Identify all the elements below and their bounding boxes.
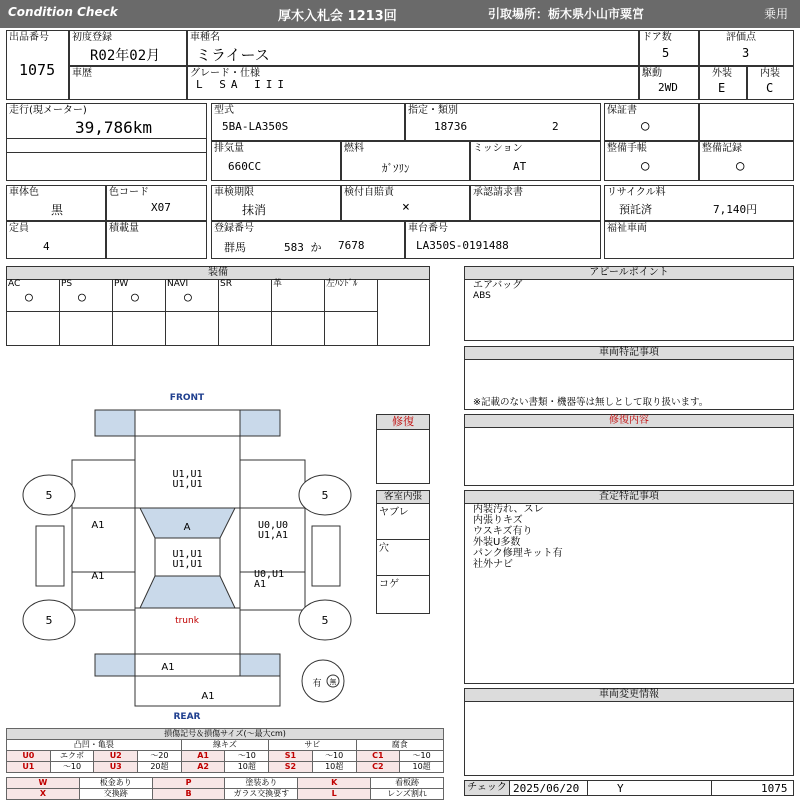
appeal-line-1: エアバッグ — [473, 280, 523, 291]
warranty-cell: 保証書 ○ — [604, 103, 699, 141]
insurance-cell: 検付自賠責 × — [341, 185, 470, 221]
windshield-damage: A — [183, 522, 191, 533]
rear-lower-damage: A1 — [201, 691, 215, 702]
legend-cell: B — [152, 789, 225, 800]
legend-cell: 交換跡 — [79, 789, 152, 800]
model-cell: 型式 5BA-LA350S — [211, 103, 405, 141]
check-number: 1075 — [761, 782, 788, 795]
repair-content-panel: 修復内容 — [464, 414, 794, 486]
equipment-item — [113, 279, 166, 312]
special-note: ※記載のない書類・機器等は無しとして取り扱います。 — [473, 397, 709, 408]
right-rear-door-damage: U0,U1 A1 — [254, 569, 285, 590]
equipment-check: ○ — [184, 290, 192, 305]
legend-cell: U0 — [7, 751, 51, 762]
lot-cell: 出品番号 1075 — [6, 30, 69, 100]
trunk-label: trunk — [175, 616, 199, 626]
name-cell: 車種名 ミライース — [187, 30, 639, 66]
inspection-cell: 車検期限 抹消 — [211, 185, 341, 221]
grade-cell: グレード・仕様 L SA III — [187, 66, 639, 100]
displacement-cell: 排気量 660CC — [211, 141, 341, 181]
fuel-cell: 燃料 ｶﾞｿﾘﾝ — [341, 141, 470, 181]
equipment-item — [272, 279, 325, 312]
legend-cell: S1 — [269, 751, 313, 762]
lot-number: 1075 — [19, 61, 56, 79]
colorcode-cell: 色コード X07 — [106, 185, 207, 221]
mission-cell: ミッション AT — [470, 141, 601, 181]
equipment-check: ○ — [25, 290, 33, 305]
car-name: ミライース — [196, 46, 270, 64]
inspection-note-line: ウスキズ有り — [473, 526, 533, 537]
legend-cell: ガラス交換要す — [225, 789, 298, 800]
equipment-label: 革 — [273, 279, 283, 289]
legend-cell: P — [152, 778, 225, 789]
legend-cell: X — [7, 789, 80, 800]
legend-cell: 〜10 — [225, 751, 269, 762]
logo: Condition Check — [8, 5, 118, 19]
grade: L SA III — [196, 78, 289, 91]
first-reg-cell: 初度登録 R02年02月 — [69, 30, 187, 66]
welfare-cell: 福祉車両 — [604, 221, 794, 259]
rear-bumper-damage: A1 — [161, 662, 175, 673]
legend-cell: K — [298, 778, 371, 789]
inspection-note-line: 外装U多数 — [473, 537, 521, 548]
front-label: FRONT — [169, 393, 205, 403]
left-front-door-damage: A1 — [91, 520, 105, 531]
legend-cell: 線キズ — [181, 740, 268, 751]
claim-cell: 承認請求書 — [470, 185, 601, 221]
inspection-note-line: 社外ナビ — [473, 559, 513, 570]
hood-damage: U1,U1 U1,U1 — [172, 469, 203, 490]
mileage-extra-cell — [6, 153, 207, 181]
legend-panel: 損傷記号＆損傷サイズ(〜最大cm) 凸凹・亀裂 線キズ サビ 腐食 U0 エクボ U2 〜20 A1 〜10 S1 〜10 C1 〜10 U1 〜10 U3 20超 A2 10超 S2 10超 C2 10超 W 板金あり P 塗装あり K 看板跡 X 交換跡 B ガラス交換要す L レンズ割れ — [6, 728, 444, 800]
legend-cell: U1 — [7, 762, 51, 773]
spare-mark: 無 — [329, 678, 337, 686]
auction-title: 厚木入札会 1213回 — [278, 9, 397, 24]
first-reg: R02年02月 — [90, 48, 161, 64]
color-cell: 車体色 黒 — [6, 185, 106, 221]
load-cell: 積載量 — [106, 221, 207, 259]
check-mark: Y — [617, 782, 624, 795]
equipment-item — [325, 279, 378, 312]
rear-label: REAR — [173, 712, 201, 722]
plate-cell: 登録番号 群馬 583 か 7678 — [211, 221, 405, 259]
equipment-item — [7, 279, 60, 312]
tire-rear-left: 5 — [45, 614, 53, 627]
cabin-box: 客室内張 ヤブレ 穴 コゲ — [376, 490, 430, 614]
equipment-label: SR — [220, 279, 232, 289]
check-bar: チェック 2025/06/20 Y 1075 — [464, 780, 794, 796]
legend-cell: U3 — [94, 762, 138, 773]
spare-label: 有 — [312, 679, 322, 689]
legend-cell: レンズ割れ — [371, 789, 444, 800]
appeal-panel: アピールポイント エアバッグ ABS — [464, 266, 794, 341]
legend-cell: L — [298, 789, 371, 800]
special-panel: 車両特記事項 ※記載のない書類・機器等は無しとして取り扱います。 — [464, 346, 794, 410]
interior-cell: 内装 C — [747, 66, 794, 100]
score-cell: 評価点 3 — [699, 30, 794, 66]
doors-cell: ドア数 5 — [639, 30, 699, 66]
right-front-door-damage: U0,U0 U1,A1 — [257, 520, 289, 541]
warranty-extra-cell — [699, 103, 794, 141]
equipment-label: PS — [61, 279, 73, 289]
legend-cell: 板金あり — [79, 778, 152, 789]
legend-cell: S2 — [269, 762, 313, 773]
mileage: 39,786km — [75, 118, 153, 137]
record-cell: 整備記録 ○ — [699, 141, 794, 181]
legend-cell: W — [7, 778, 80, 789]
legend-cell: 10超 — [400, 762, 444, 773]
left-rear-door-damage: A1 — [91, 571, 105, 582]
legend-cell: A1 — [181, 751, 225, 762]
drive-cell: 駆動 2WD — [639, 66, 699, 100]
appeal-line-2: ABS — [473, 291, 491, 301]
equipment-item — [219, 279, 272, 312]
legend-cell: サビ — [269, 740, 356, 751]
equipment-check: ○ — [131, 290, 139, 305]
mileage-cell: 走行(現メーター) 39,786km — [6, 103, 207, 153]
inspection-notes-panel: 査定特記事項 内装汚れ、スレ 内張りキズ ウスキズ有り 外装U多数 パンク修理キット有 社外ナビ — [464, 490, 794, 684]
legend-cell: エクボ — [50, 751, 94, 762]
chassis-cell: 車台番号 LA350S-0191488 — [405, 221, 601, 259]
history-cell: 車歴 — [69, 66, 187, 100]
header-bar — [0, 0, 800, 28]
designation-cell: 指定・類別 18736 2 — [405, 103, 601, 141]
legend-cell: 塗装あり — [225, 778, 298, 789]
legend-cell: 凸凹・亀裂 — [7, 740, 182, 751]
legend-cell: 10超 — [312, 762, 356, 773]
legend-cell: 〜10 — [312, 751, 356, 762]
tire-front-right: 5 — [321, 489, 329, 502]
legend-cell: 〜20 — [138, 751, 182, 762]
tire-rear-right: 5 — [321, 614, 329, 627]
capacity-cell: 定員 4 — [6, 221, 106, 259]
inspection-note-line: パンク修理キット有 — [473, 548, 563, 559]
inspection-note-line: 内装汚れ、スレ — [473, 504, 544, 515]
roof-damage: U1,U1 U1,U1 — [172, 549, 203, 570]
tire-front-left: 5 — [45, 489, 53, 502]
legend-cell: 20超 — [138, 762, 182, 773]
equipment-label: NAVI — [167, 279, 189, 289]
check-date: 2025/06/20 — [513, 782, 580, 795]
legend-cell: 〜10 — [50, 762, 94, 773]
inspection-note-line: 内張りキズ — [473, 515, 523, 526]
manual-cell: 整備手帳 ○ — [604, 141, 699, 181]
legend-cell: 看板跡 — [371, 778, 444, 789]
legend-cell: 腐食 — [356, 740, 444, 751]
recycle-cell: リサイクル料 預託済 7,140円 — [604, 185, 794, 221]
legend-cell: A2 — [181, 762, 225, 773]
category: 乗用 — [764, 7, 789, 21]
legend-cell: C2 — [356, 762, 400, 773]
equipment-panel: 装備 AC ○ PS ○ PW ○ NAVI ○ SR 革 左ﾊﾝﾄﾞﾙ — [6, 266, 430, 346]
equipment-label: PW — [114, 279, 129, 289]
equipment-label: 左ﾊﾝﾄﾞﾙ — [326, 279, 358, 289]
legend-cell: C1 — [356, 751, 400, 762]
legend-cell: U2 — [94, 751, 138, 762]
score: 3 — [742, 46, 750, 60]
equipment-item — [166, 279, 219, 312]
equipment-item — [60, 279, 113, 312]
equipment-check: ○ — [78, 290, 86, 305]
legend-cell: 〜10 — [400, 751, 444, 762]
model-code: 5BA-LA350S — [222, 120, 289, 133]
change-info-panel: 車両変更情報 — [464, 688, 794, 776]
legend-cell: 10超 — [225, 762, 269, 773]
pickup-location: 引取場所：栃木県小山市粟宮 — [488, 7, 645, 21]
equipment-label: AC — [8, 279, 21, 289]
repair-box: 修復 — [376, 414, 430, 484]
exterior-cell: 外装 E — [699, 66, 747, 100]
